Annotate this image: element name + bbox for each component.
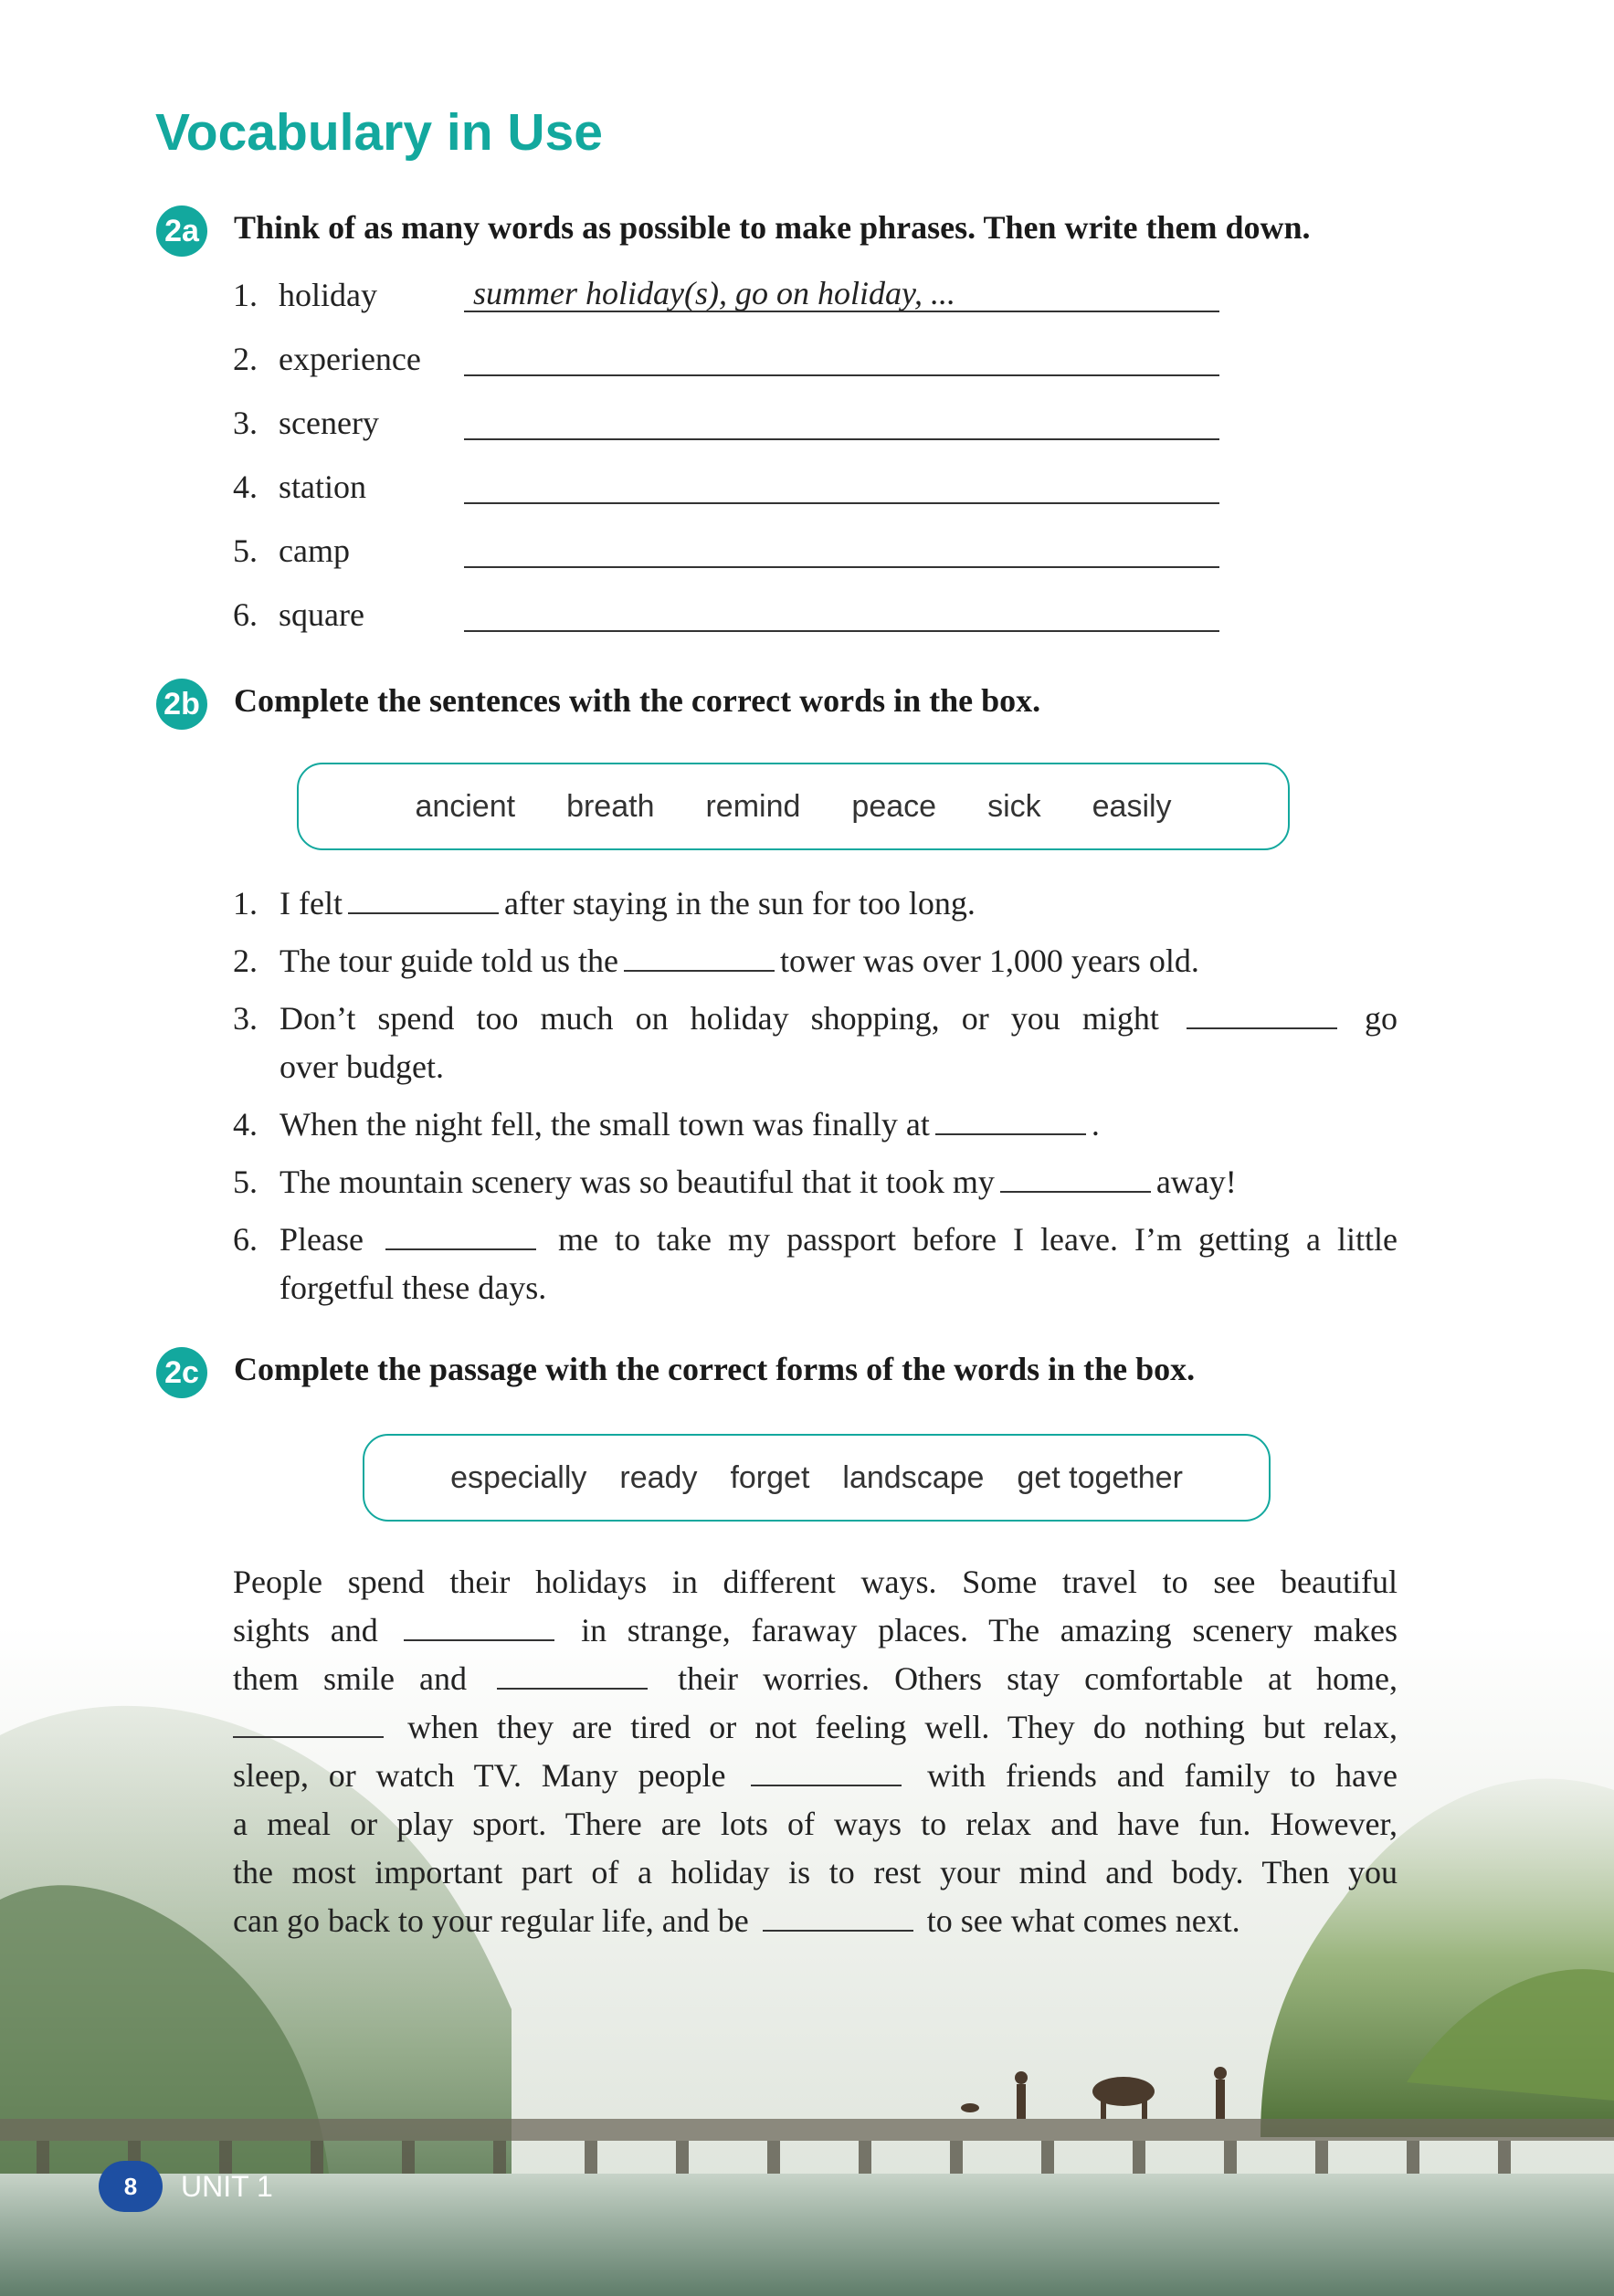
unit-label: UNIT 1 <box>181 2170 273 2203</box>
item-word: square <box>279 596 364 633</box>
answer-line[interactable] <box>464 502 1219 504</box>
answer-line[interactable] <box>464 374 1219 376</box>
sentence-text: away! <box>1155 1164 1237 1200</box>
sentence-text: go <box>1365 1000 1398 1037</box>
passage-line: the most important part of a holiday is to rest your mind and body. Then you <box>233 1854 1398 1891</box>
item-word: camp <box>279 532 350 569</box>
item-number: 1. <box>233 277 258 313</box>
word-option: get together <box>1017 1459 1183 1495</box>
exercise-2a-instruction: Think of as many words as possible to make phrases. Then write them down. <box>234 209 1311 246</box>
fill-blank[interactable] <box>1000 1164 1151 1193</box>
item-number: 5. <box>233 532 258 569</box>
fill-blank[interactable] <box>233 1709 384 1738</box>
sentence-item <box>233 1101 1238 1149</box>
example-answer: summer holiday(s), go on holiday, ... <box>473 275 955 311</box>
reading-passage <box>233 1558 1398 1945</box>
item-number: 4. <box>233 469 258 505</box>
fill-blank[interactable] <box>935 1106 1086 1135</box>
exercise-2c-instruction: Complete the passage with the correct forms of the words in the box. <box>234 1351 1196 1387</box>
item-number: 3. <box>233 405 258 441</box>
passage-line: can go back to your regular life, and be to see what comes next. <box>233 1902 1240 1939</box>
sentence-text: after staying in the sun for too long. <box>503 885 976 922</box>
passage-line: sleep, or watch TV. Many people with friends and family to have <box>233 1757 1398 1794</box>
word-option: ancient <box>415 788 516 824</box>
sentence-text: Don’t spend too much on holiday shopping, or you might <box>280 1000 1159 1037</box>
item-word: experience <box>279 341 421 377</box>
fill-blank[interactable] <box>404 1612 554 1641</box>
phrase-item <box>233 590 1219 645</box>
sentence-item <box>233 1158 1384 1206</box>
word-option: sick <box>987 788 1041 824</box>
page-title: Vocabulary in Use <box>155 103 603 162</box>
phrase-item <box>233 270 1219 325</box>
phrase-item <box>233 334 1219 389</box>
word-option: landscape <box>842 1459 985 1495</box>
exercise-badge-2b: 2b <box>156 679 207 730</box>
passage-line: when they are tired or not feeling well. They do nothing but relax, <box>233 1703 1398 1752</box>
fill-blank[interactable] <box>751 1757 902 1786</box>
fill-blank[interactable] <box>624 943 775 972</box>
sentence-item <box>233 995 1398 1091</box>
phrase-item <box>233 462 1219 517</box>
item-number: 1. <box>233 885 258 922</box>
answer-line[interactable] <box>464 438 1219 440</box>
sentence-item <box>233 1216 1398 1312</box>
word-option: breath <box>566 788 655 824</box>
answer-line[interactable] <box>464 630 1219 632</box>
item-word: holiday <box>279 277 377 313</box>
passage-line: a meal or play sport. There are lots of ways to relax and have fun. However, <box>233 1806 1398 1842</box>
word-option: peace <box>851 788 937 824</box>
answer-line[interactable] <box>464 311 1219 312</box>
answer-line[interactable] <box>464 566 1219 568</box>
word-option: remind <box>705 788 801 824</box>
sentence-text: The mountain scenery was so beautiful that it took my <box>280 1164 995 1200</box>
fill-blank[interactable] <box>385 1221 536 1250</box>
sentence-item <box>233 879 1055 928</box>
fill-blank[interactable] <box>497 1660 648 1690</box>
sentence-text: me to take my passport before I leave. I’m getting a little <box>558 1221 1398 1258</box>
sentence-text: When the night fell, the small town was finally at <box>280 1106 930 1143</box>
word-option: easily <box>1092 788 1172 824</box>
item-number: 2. <box>233 341 258 377</box>
item-number: 5. <box>233 1164 258 1200</box>
passage-line: them smile and their worries. Others stay comfortable at home, <box>233 1660 1398 1697</box>
sentence-text: over budget. <box>280 1048 444 1085</box>
item-word: scenery <box>279 405 379 441</box>
item-word: station <box>279 469 366 505</box>
sentence-text: tower was over 1,000 years old. <box>779 943 1199 979</box>
item-number: 3. <box>233 1000 258 1037</box>
exercise-badge-2c: 2c <box>156 1347 207 1398</box>
item-number: 4. <box>233 1106 258 1143</box>
page-number: 8 <box>99 2161 163 2212</box>
fill-blank[interactable] <box>763 1902 913 1932</box>
word-option: forget <box>730 1459 810 1495</box>
item-number: 2. <box>233 943 258 979</box>
passage-line: sights and in strange, faraway places. The amazing scenery makes <box>233 1612 1398 1648</box>
item-number: 6. <box>233 1221 258 1258</box>
item-number: 6. <box>233 596 258 633</box>
phrase-item <box>233 398 1219 453</box>
fill-blank[interactable] <box>1187 1000 1337 1029</box>
word-option: especially <box>450 1459 587 1495</box>
word-box <box>297 763 1290 850</box>
passage-line: People spend their holidays in different ways. Some travel to see beautiful <box>233 1564 1398 1600</box>
sentence-text: . <box>1091 1106 1100 1143</box>
sentence-text: The tour guide told us the <box>280 943 618 979</box>
sentence-text: forgetful these days. <box>280 1269 547 1306</box>
exercise-badge-2a: 2a <box>156 205 207 257</box>
fill-blank[interactable] <box>348 885 499 914</box>
sentence-item <box>233 937 1329 985</box>
phrase-item <box>233 526 1219 581</box>
word-option: ready <box>619 1459 698 1495</box>
word-box <box>363 1434 1271 1522</box>
exercise-2b-instruction: Complete the sentences with the correct words in the box. <box>234 682 1041 719</box>
sentence-text: Please <box>280 1221 364 1258</box>
sentence-text: I felt <box>280 885 343 922</box>
